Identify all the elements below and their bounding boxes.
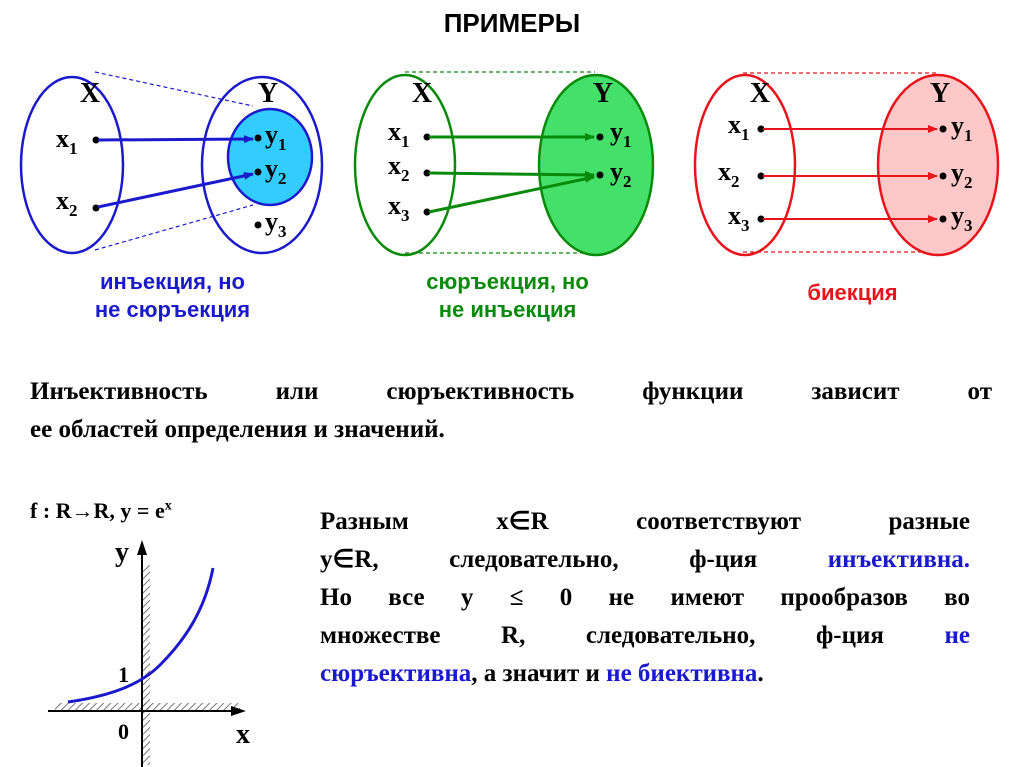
caption-injection: инъекция, но не сюръекция [94, 269, 251, 322]
y3-label: $y_3$ [951, 201, 973, 235]
y2-label: $y_2$ [951, 158, 973, 192]
y2-label: $y_2$ [265, 154, 287, 188]
x3-label: $x_3$ [388, 191, 410, 225]
set-x-label: X [411, 78, 433, 109]
set-x-ellipse [21, 77, 123, 253]
set-x-label: X [749, 78, 771, 109]
x1-label: $x_1$ [728, 110, 750, 144]
set-x-ellipse [355, 75, 455, 255]
set-y-label: Y [592, 78, 614, 109]
x1-label: $x_1$ [56, 124, 78, 158]
one-label: 1 [118, 662, 129, 687]
hatch-x-axis [55, 703, 240, 711]
set-y-label: Y [929, 78, 951, 109]
hatch-y-axis [142, 565, 150, 765]
y1-label: $y_1$ [951, 111, 973, 145]
y-axis-label: y [115, 537, 129, 568]
y1-label: $y_1$ [610, 117, 632, 151]
x2-label: $x_2$ [718, 157, 740, 191]
function-formula: f : R→R, $y = e^x$ [30, 498, 172, 523]
arrow-x2-y2 [429, 173, 594, 175]
y3-label: $y_3$ [265, 207, 287, 241]
exp-curve [68, 568, 213, 702]
x3-label: $x_3$ [728, 201, 750, 235]
set-x-label: X [79, 78, 101, 109]
diagram-bijection [695, 73, 998, 255]
y1-label: $y_1$ [265, 120, 287, 154]
arrow-x1-y1 [98, 139, 253, 140]
set-y-label: Y [257, 78, 279, 109]
x2-label: $x_2$ [56, 186, 78, 220]
caption-bijection: биекция [807, 280, 898, 305]
x2-label: $x_2$ [388, 151, 410, 185]
statement-text: Инъективность или сюръективность функции зависит от ее областей определения и значений. [30, 378, 992, 443]
x1-label: $x_1$ [388, 117, 410, 151]
exp-graph [48, 537, 250, 767]
diagram-injection [21, 72, 322, 253]
caption-surjection: сюръекция, но не инъекция [426, 269, 589, 322]
zero-label: 0 [118, 719, 129, 744]
page-title: ПРИМЕРЫ [443, 8, 581, 38]
x-axis-label: x [236, 719, 250, 750]
diagram-surjection [355, 72, 653, 255]
explanation-text: Разным x∈R соответствуют разные y∈R, следовательно, ф-ция инъективна. Но все y ≤ 0 не имеют прообразов во множестве R, следовательно, ф-ция не сюръективна, а значит и не биективна. [320, 508, 970, 687]
y2-label: $y_2$ [610, 157, 632, 191]
